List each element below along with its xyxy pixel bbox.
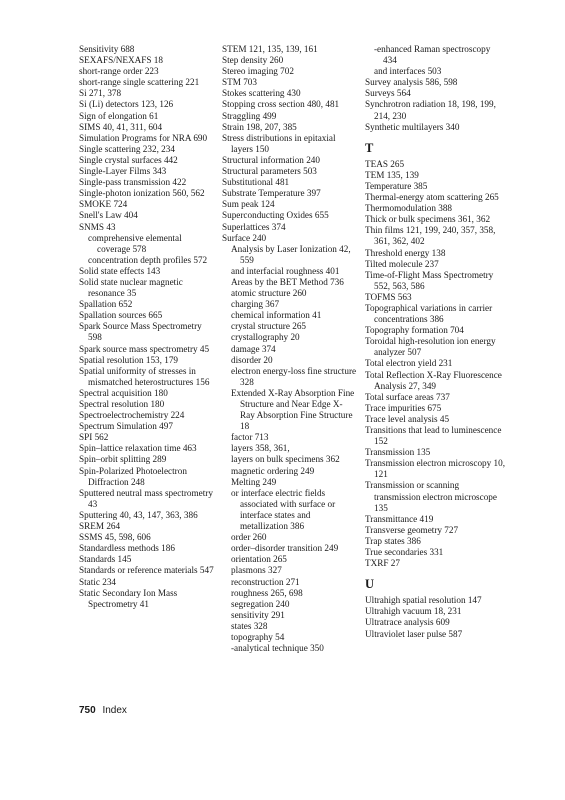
index-entry: Strain 198, 207, 385 bbox=[222, 121, 297, 132]
index-entry: Single-photon ionization 560, 562 bbox=[79, 188, 205, 199]
index-entry: Stereo imaging 702 bbox=[222, 66, 294, 77]
section-letter: T bbox=[365, 140, 374, 155]
index-subentry: electron energy-loss fine structure 328 bbox=[231, 365, 357, 387]
index-entry: Structural information 240 bbox=[222, 154, 320, 165]
index-entry: SMOKE 724 bbox=[79, 199, 128, 210]
index-entry: Total Reflection X-Ray Fluorescence Analysis 27, 349 bbox=[365, 369, 502, 391]
index-entry: Standardless methods 186 bbox=[79, 543, 175, 554]
index-entry: Thick or bulk specimens 361, 362 bbox=[365, 214, 491, 225]
page-footer bbox=[79, 705, 127, 716]
index-entry: Spatial uniformity of stresses in mismatched heterostructures 156 bbox=[79, 365, 210, 387]
index-entry: Single-pass transmission 422 bbox=[79, 177, 187, 188]
index-entry: SREM 264 bbox=[79, 521, 121, 532]
page-number: 750 bbox=[79, 705, 96, 716]
index-entry: Synchrotron radiation 18, 198, 199, 214, 230 bbox=[365, 99, 496, 121]
index-column-3 bbox=[365, 44, 505, 640]
index-entry: Thin films 121, 199, 240, 357, 358, 361, 362, 402 bbox=[365, 225, 496, 247]
index-subentry: order–disorder transition 249 bbox=[231, 543, 339, 554]
index-subentry: or interface electric fields associated with surface or interface states and metallization 386 bbox=[231, 487, 336, 532]
index-entry: Spallation 652 bbox=[79, 299, 133, 310]
index-entry: Spatial resolution 153, 179 bbox=[79, 354, 179, 365]
index-entry: Single scattering 232, 234 bbox=[79, 143, 175, 154]
index-entry: Standards 145 bbox=[79, 554, 132, 565]
index-entry: Superlattices 374 bbox=[222, 221, 286, 232]
index-entry: Ultrahigh vacuum 18, 231 bbox=[365, 606, 462, 617]
index-subentry: segregation 240 bbox=[231, 598, 290, 609]
index-entry: Straggling 499 bbox=[222, 110, 277, 121]
index-entry: Single-Layer Films 343 bbox=[79, 166, 167, 177]
index-subentry: and interfaces 503 bbox=[374, 66, 442, 77]
index-subentry: Analysis by Laser Ionization 42, 559 bbox=[231, 243, 351, 265]
index-entry: Spark Source Mass Spectrometry 598 bbox=[79, 321, 202, 343]
index-entry: Ultratrace analysis 609 bbox=[365, 617, 450, 628]
index-entry: Spin–lattice relaxation time 463 bbox=[79, 443, 197, 454]
index-subentry: -analytical technique 350 bbox=[231, 643, 324, 654]
index-entry: Trace impurities 675 bbox=[365, 402, 442, 413]
index-subentry: damage 374 bbox=[231, 343, 276, 354]
index-subentry: and interfacial roughness 401 bbox=[231, 265, 340, 276]
index-entry: Thermal-energy atom scattering 265 bbox=[365, 192, 499, 203]
index-subentry: atomic structure 260 bbox=[231, 288, 307, 299]
index-entry: Spark source mass spectrometry 45 bbox=[79, 343, 210, 354]
index-entry: Stopping cross section 480, 481 bbox=[222, 99, 340, 110]
index-subentry: layers 358, 361, bbox=[231, 443, 290, 454]
index-entry: Spectrum Simulation 497 bbox=[79, 421, 173, 432]
index-entry: Spectral resolution 180 bbox=[79, 399, 165, 409]
index-subentry: topography 54 bbox=[231, 631, 285, 642]
index-entry: Total surface areas 737 bbox=[365, 391, 450, 402]
index-entry: Ultrahigh spatial resolution 147 bbox=[365, 595, 482, 606]
index-subentry: charging 367 bbox=[231, 299, 280, 310]
index-entry: STEM 121, 135, 139, 161 bbox=[222, 44, 318, 54]
index-entry: Transmission 135 bbox=[365, 447, 431, 458]
index-entry: Structural parameters 503 bbox=[222, 166, 317, 177]
index-entry: Stokes scattering 430 bbox=[222, 88, 301, 99]
index-entry: Topographical variations in carrier concentrations 386 bbox=[365, 302, 493, 325]
index-column-1 bbox=[79, 44, 214, 610]
index-entry: Transmission electron microscopy 10, 121 bbox=[365, 458, 506, 480]
running-title: Index bbox=[102, 705, 127, 716]
index-subentry: magnetic ordering 249 bbox=[231, 465, 315, 476]
index-subentry: states 328 bbox=[231, 620, 268, 631]
section-letter: U bbox=[365, 577, 375, 592]
index-entry: True secondaries 331 bbox=[365, 547, 444, 558]
index-entry: TOFMS 563 bbox=[365, 291, 412, 302]
index-entry: Snell's Law 404 bbox=[79, 210, 138, 221]
index-entry: Solid state nuclear magnetic resonance 35 bbox=[79, 276, 183, 299]
index-entry: Substitutional 481 bbox=[222, 177, 290, 188]
index-subentry: crystal structure 265 bbox=[231, 321, 307, 332]
index-entry: Surface 240 bbox=[222, 232, 267, 243]
index-entry: STM 703 bbox=[222, 77, 257, 88]
index-subentry: -enhanced Raman spectroscopy 434 bbox=[374, 44, 491, 66]
index-entry: Toroidal high-resolution ion energy analyzer 507 bbox=[365, 336, 496, 358]
index-entry: Survey analysis 586, 598 bbox=[365, 77, 458, 88]
index-entry: Ultraviolet laser pulse 587 bbox=[365, 628, 463, 639]
index-entry: Spin–orbit splitting 289 bbox=[79, 454, 167, 465]
index-subentry: order 260 bbox=[231, 532, 267, 543]
index-entry: Spectroelectrochemistry 224 bbox=[79, 410, 185, 421]
index-entry: Simulation Programs for NRA 690 bbox=[79, 132, 208, 143]
index-column-2 bbox=[222, 44, 357, 654]
index-entry: Trap states 386 bbox=[365, 535, 421, 546]
index-entry: Tilted molecule 237 bbox=[365, 258, 439, 269]
index-entry: SIMS 40, 41, 311, 604 bbox=[79, 121, 163, 132]
index-entry: Temperature 385 bbox=[365, 180, 428, 191]
index-subentry: orientation 265 bbox=[231, 554, 287, 565]
index-entry: TEM 135, 139 bbox=[365, 169, 419, 180]
index-entry: Spin-Polarized Photoelectron Diffraction 248 bbox=[79, 465, 187, 487]
index-subentry: crystallography 20 bbox=[231, 332, 300, 343]
index-subentry: sensitivity 291 bbox=[231, 609, 285, 620]
index-entry: short-range order 223 bbox=[79, 66, 159, 77]
index-entry: Transmission or scanning transmission electron microscope 135 bbox=[365, 480, 497, 513]
index-entry: Transmittance 419 bbox=[365, 513, 434, 524]
index-entry: Surveys 564 bbox=[365, 88, 411, 99]
index-entry: Sum peak 124 bbox=[222, 199, 275, 210]
index-entry: SEXAFS/NEXAFS 18 bbox=[79, 55, 163, 66]
index-entry: Substrate Temperature 397 bbox=[222, 188, 321, 199]
index-subentry: layers on bulk specimens 362 bbox=[231, 454, 340, 465]
index-subentry: plasmons 327 bbox=[231, 565, 282, 576]
index-subentry: comprehensive elemental coverage 578 bbox=[88, 232, 182, 254]
index-entry: TEAS 265 bbox=[365, 158, 405, 169]
index-subentry: roughness 265, 698 bbox=[231, 587, 303, 598]
index-entry: Transitions that lead to luminescence 152 bbox=[365, 425, 502, 447]
index-subentry: chemical information 41 bbox=[231, 310, 322, 321]
index-entry: Thermomodulation 388 bbox=[365, 203, 453, 214]
index-entry: SNMS 43 bbox=[79, 221, 116, 232]
index-entry: Static 234 bbox=[79, 576, 117, 587]
index-entry: Synthetic multilayers 340 bbox=[365, 121, 460, 132]
index-entry: Static Secondary Ion Mass Spectrometry 41 bbox=[79, 587, 178, 609]
index-entry: Stress distributions in epitaxial layers 150 bbox=[222, 132, 336, 154]
index-entry: Solid state effects 143 bbox=[79, 265, 161, 276]
index-subentry: disorder 20 bbox=[231, 354, 273, 365]
index-subentry: Extended X-Ray Absorption Fine Structure and Near Edge X-Ray Absorption Fine Structure 18 bbox=[231, 387, 355, 432]
index-entry: Spallation sources 665 bbox=[79, 310, 163, 321]
index-entry: SPI 562 bbox=[79, 432, 109, 443]
index-entry: Topography formation 704 bbox=[365, 325, 464, 336]
index-entry: Trace level analysis 45 bbox=[365, 413, 450, 424]
index-entry: Sputtered neutral mass spectrometry 43 bbox=[79, 487, 213, 509]
index-entry: Spectral acquisition 180 bbox=[79, 387, 168, 398]
index-entry: short-range single scattering 221 bbox=[79, 77, 200, 88]
index-entry: Single crystal surfaces 442 bbox=[79, 154, 178, 165]
index-entry: Transverse geometry 727 bbox=[365, 524, 459, 535]
index-entry: Threshold energy 138 bbox=[365, 247, 446, 258]
index-entry: Superconducting Oxides 655 bbox=[222, 210, 329, 221]
index-entry: Sensitivity 688 bbox=[79, 44, 135, 54]
index-entry: Total electron yield 231 bbox=[365, 358, 453, 369]
index-entry: Si 271, 378 bbox=[79, 88, 122, 99]
index-entry: Standards or reference materials 547 bbox=[79, 565, 214, 576]
index-subentry: concentration depth profiles 572 bbox=[88, 254, 208, 265]
index-subentry: factor 713 bbox=[231, 432, 269, 443]
index-entry: Time-of-Flight Mass Spectrometry 552, 563, 586 bbox=[365, 269, 494, 291]
index-entry: Step density 260 bbox=[222, 55, 284, 66]
index-entry: Sign of elongation 61 bbox=[79, 110, 159, 121]
index-entry: Sputtering 40, 43, 147, 363, 386 bbox=[79, 509, 198, 520]
index-entry: Si (Li) detectors 123, 126 bbox=[79, 99, 174, 110]
index-entry: TXRF 27 bbox=[365, 558, 400, 569]
index-subentry: Areas by the BET Method 736 bbox=[231, 276, 344, 287]
index-entry: SSMS 45, 598, 606 bbox=[79, 532, 151, 543]
index-subentry: reconstruction 271 bbox=[231, 576, 300, 587]
index-subentry: Melting 249 bbox=[231, 476, 277, 487]
